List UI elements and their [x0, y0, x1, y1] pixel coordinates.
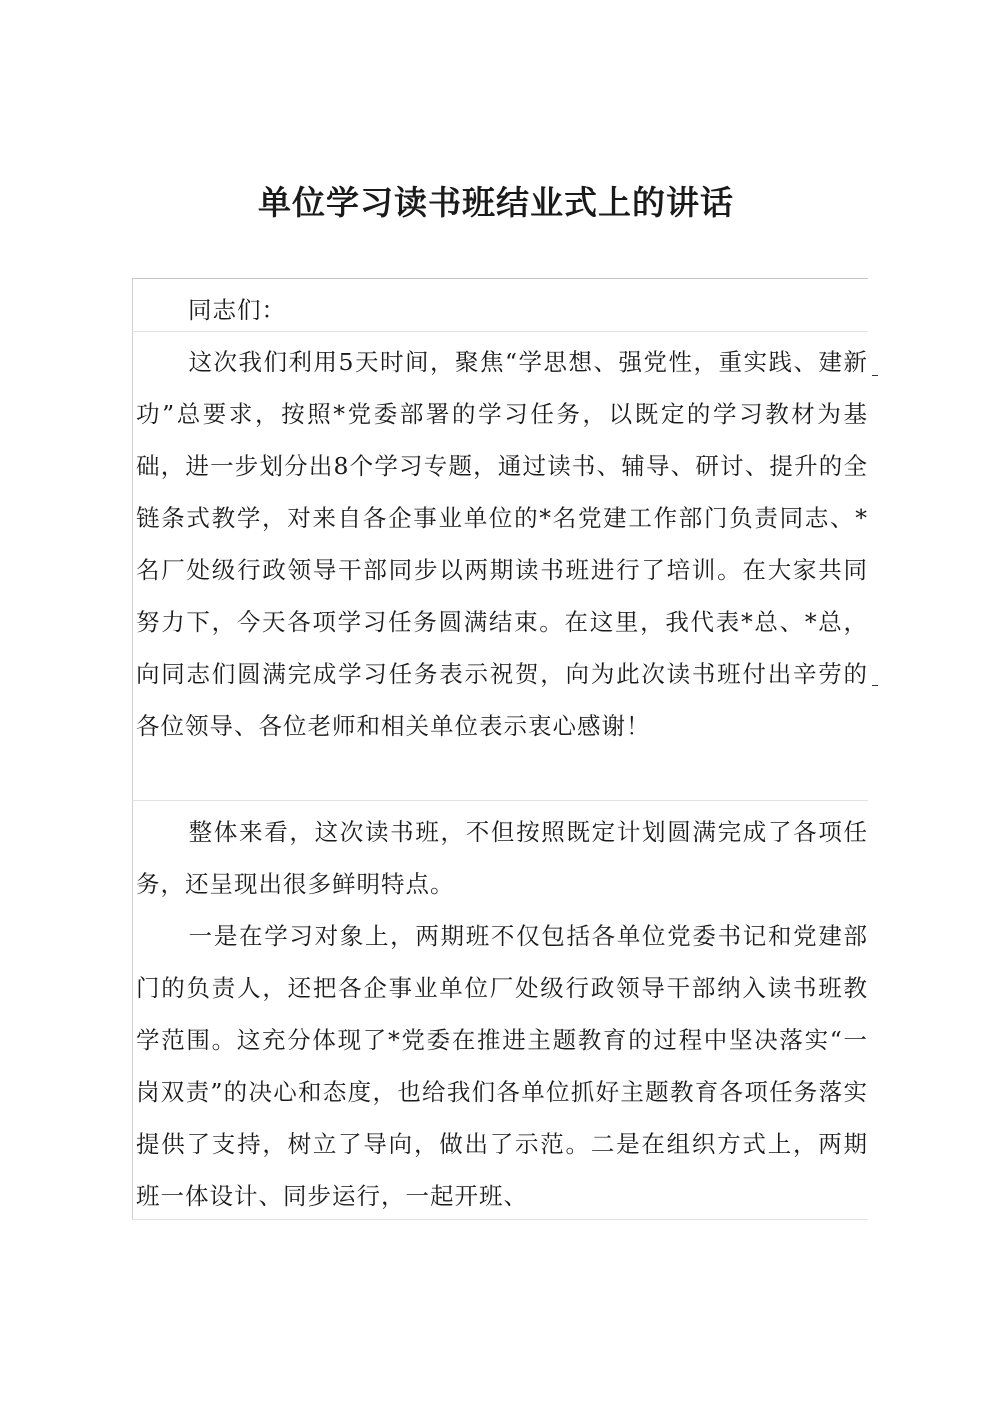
line-end-mark — [872, 685, 878, 686]
table-border-top — [132, 278, 868, 279]
line-end-mark — [872, 375, 878, 376]
paragraph-overview: 整体来看，这次读书班，不但按照既定计划圆满完成了各项任务，还呈现出很多鲜明特点。 — [136, 818, 868, 898]
document-title: 单位学习读书班结业式上的讲话 — [258, 183, 734, 222]
salutation: 同志们： — [188, 296, 286, 324]
paragraph-opening: 这次我们利用5天时间，聚焦“学思想、强党性，重实践、建新功”总要求，按照*党委部署的学习任务，以既定的学习教材为基础，进一步划分出8个学习专题，通过读书、辅导、研讨、提升的全链条式教学，对来自各企事业单位的*名党建工作部门负责同志、*名厂处级行政领导干部同步以两期读书班进行了培训。在大家共同努力下，今天各项学习任务圆满结束。在这里，我代表*总、*总，向同志们圆满完成学习任务表示祝贺，向为此次读书班付出辛劳的各位领导、各位老师和相关单位表示衷心感谢！ — [136, 348, 868, 740]
paragraph-features: 一是在学习对象上，两期班不仅包括各单位党委书记和党建部门的负责人，还把各企事业单位厂处级行政领导干部纳入读书班教学范围。这充分体现了*党委在推进主题教育的过程中坚决落实“一岗双责”的决心和态度，也给我们各单位抓好主题教育各项任务落实提供了支持，树立了导向，做出了示范。二是在组织方式上，两期班一体设计、同步运行，一起开班、 — [136, 922, 868, 1210]
